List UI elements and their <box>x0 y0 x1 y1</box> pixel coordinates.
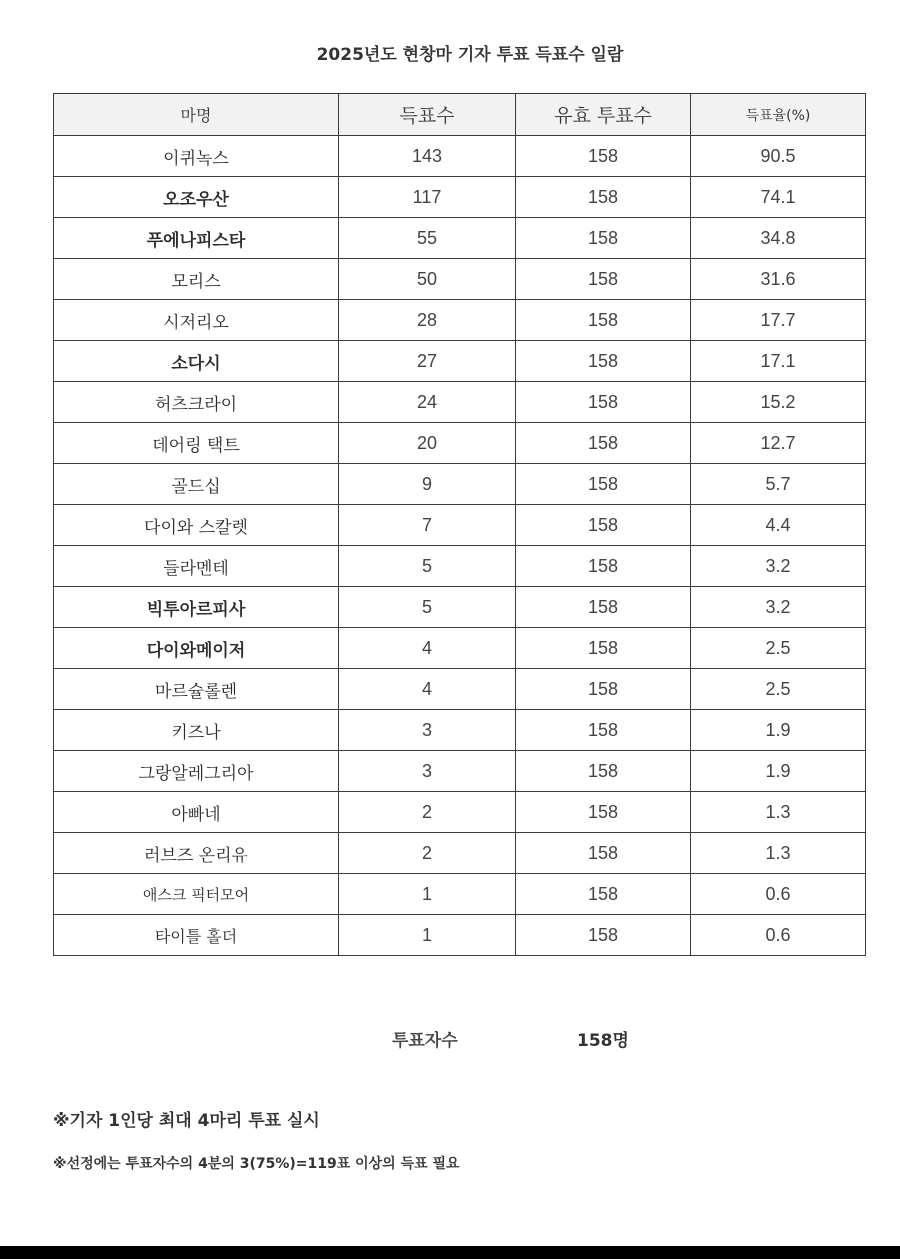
table-row <box>54 833 866 874</box>
valid-votes-cell: 158 <box>516 833 691 874</box>
vote-rate-cell: 1.3 <box>691 792 866 833</box>
table-row <box>54 505 866 546</box>
horse-name: 그랑알레그리아 <box>54 751 339 792</box>
votes-cell: 28 <box>339 300 516 341</box>
horse-name: 소다시 <box>54 341 339 382</box>
valid-votes-cell: 158 <box>516 587 691 628</box>
horse-name: 골드십 <box>54 464 339 505</box>
table-row <box>54 259 866 300</box>
votes-cell: 50 <box>339 259 516 300</box>
vote-rate-cell: 3.2 <box>691 587 866 628</box>
votes-cell: 55 <box>339 218 516 259</box>
vote-rate-cell: 34.8 <box>691 218 866 259</box>
valid-votes-cell: 158 <box>516 259 691 300</box>
votes-cell: 143 <box>339 136 516 177</box>
vote-rate-cell: 31.6 <box>691 259 866 300</box>
valid-votes-cell: 158 <box>516 669 691 710</box>
table-row <box>54 464 866 505</box>
vote-rate-cell: 2.5 <box>691 628 866 669</box>
vote-rate-cell: 74.1 <box>691 177 866 218</box>
table-row <box>54 177 866 218</box>
votes-cell: 24 <box>339 382 516 423</box>
valid-votes-cell: 158 <box>516 300 691 341</box>
votes-cell: 1 <box>339 915 516 956</box>
vote-rate-cell: 4.4 <box>691 505 866 546</box>
votes-cell: 9 <box>339 464 516 505</box>
valid-votes-cell: 158 <box>516 177 691 218</box>
vote-rate-cell: 90.5 <box>691 136 866 177</box>
vote-rate-cell: 1.9 <box>691 710 866 751</box>
valid-votes-cell: 158 <box>516 874 691 915</box>
horse-name: 들라멘테 <box>54 546 339 587</box>
vote-rate-cell: 17.7 <box>691 300 866 341</box>
voter-count-label: 투표자수 <box>392 1031 458 1051</box>
vote-rate-cell: 1.9 <box>691 751 866 792</box>
votes-cell: 4 <box>339 669 516 710</box>
table-row <box>54 792 866 833</box>
valid-votes-cell: 158 <box>516 382 691 423</box>
votes-cell: 5 <box>339 546 516 587</box>
table-row <box>54 341 866 382</box>
header-vote-rate: 득표율(%) <box>691 94 866 136</box>
table-row <box>54 136 866 177</box>
votes-cell: 2 <box>339 792 516 833</box>
vote-results-table <box>53 93 866 956</box>
voter-count-value: 158명 <box>577 1031 629 1051</box>
table-row <box>54 710 866 751</box>
horse-name: 러브즈 온리유 <box>54 833 339 874</box>
valid-votes-cell: 158 <box>516 464 691 505</box>
vote-rate-cell: 17.1 <box>691 341 866 382</box>
table-row <box>54 874 866 915</box>
votes-cell: 27 <box>339 341 516 382</box>
valid-votes-cell: 158 <box>516 915 691 956</box>
votes-cell: 2 <box>339 833 516 874</box>
votes-cell: 3 <box>339 751 516 792</box>
vote-rate-cell: 1.3 <box>691 833 866 874</box>
table-row <box>54 751 866 792</box>
votes-cell: 4 <box>339 628 516 669</box>
valid-votes-cell: 158 <box>516 423 691 464</box>
vote-rate-cell: 0.6 <box>691 874 866 915</box>
horse-name: 시저리오 <box>54 300 339 341</box>
horse-name: 애스크 픽터모어 <box>54 874 339 915</box>
vote-rate-cell: 12.7 <box>691 423 866 464</box>
header-horse-name: 마명 <box>54 94 339 136</box>
vote-rate-cell: 0.6 <box>691 915 866 956</box>
horse-name: 마르슐롤렌 <box>54 669 339 710</box>
table-header-row <box>54 94 866 136</box>
table-row <box>54 915 866 956</box>
valid-votes-cell: 158 <box>516 751 691 792</box>
horse-name: 푸에나피스타 <box>54 218 339 259</box>
table-row <box>54 300 866 341</box>
valid-votes-cell: 158 <box>516 136 691 177</box>
horse-name: 허츠크라이 <box>54 382 339 423</box>
horse-name: 이퀴녹스 <box>54 136 339 177</box>
document-title: 2025년도 현창마 기자 투표 득표수 일람 <box>316 45 624 65</box>
votes-cell: 20 <box>339 423 516 464</box>
valid-votes-cell: 158 <box>516 710 691 751</box>
horse-name: 키즈나 <box>54 710 339 751</box>
vote-rate-cell: 15.2 <box>691 382 866 423</box>
header-valid-votes: 유효 투표수 <box>516 94 691 136</box>
valid-votes-cell: 158 <box>516 505 691 546</box>
votes-cell: 7 <box>339 505 516 546</box>
votes-cell: 3 <box>339 710 516 751</box>
valid-votes-cell: 158 <box>516 546 691 587</box>
header-votes: 득표수 <box>339 94 516 136</box>
table-row <box>54 628 866 669</box>
horse-name: 타이틀 홀더 <box>54 915 339 956</box>
horse-name: 다이와메이저 <box>54 628 339 669</box>
horse-name: 다이와 스칼렛 <box>54 505 339 546</box>
bottom-border-bar <box>0 1246 900 1259</box>
table-row <box>54 587 866 628</box>
horse-name: 모리스 <box>54 259 339 300</box>
voter-summary <box>0 1026 900 1050</box>
horse-name: 아빠네 <box>54 792 339 833</box>
votes-cell: 1 <box>339 874 516 915</box>
voting-rule-note: ※기자 1인당 최대 4마리 투표 실시 <box>53 1111 320 1131</box>
horse-name: 빅투아르피사 <box>54 587 339 628</box>
votes-cell: 117 <box>339 177 516 218</box>
table-row <box>54 546 866 587</box>
table-row <box>54 423 866 464</box>
selection-threshold-note: ※선정에는 투표자수의 4분의 3(75%)=119표 이상의 득표 필요 <box>53 1156 460 1172</box>
valid-votes-cell: 158 <box>516 792 691 833</box>
vote-rate-cell: 2.5 <box>691 669 866 710</box>
vote-rate-cell: 3.2 <box>691 546 866 587</box>
vote-rate-cell: 5.7 <box>691 464 866 505</box>
votes-cell: 5 <box>339 587 516 628</box>
valid-votes-cell: 158 <box>516 341 691 382</box>
table-row <box>54 669 866 710</box>
table-row <box>54 218 866 259</box>
horse-name: 오조우산 <box>54 177 339 218</box>
horse-name: 데어링 택트 <box>54 423 339 464</box>
valid-votes-cell: 158 <box>516 218 691 259</box>
table-row <box>54 382 866 423</box>
valid-votes-cell: 158 <box>516 628 691 669</box>
